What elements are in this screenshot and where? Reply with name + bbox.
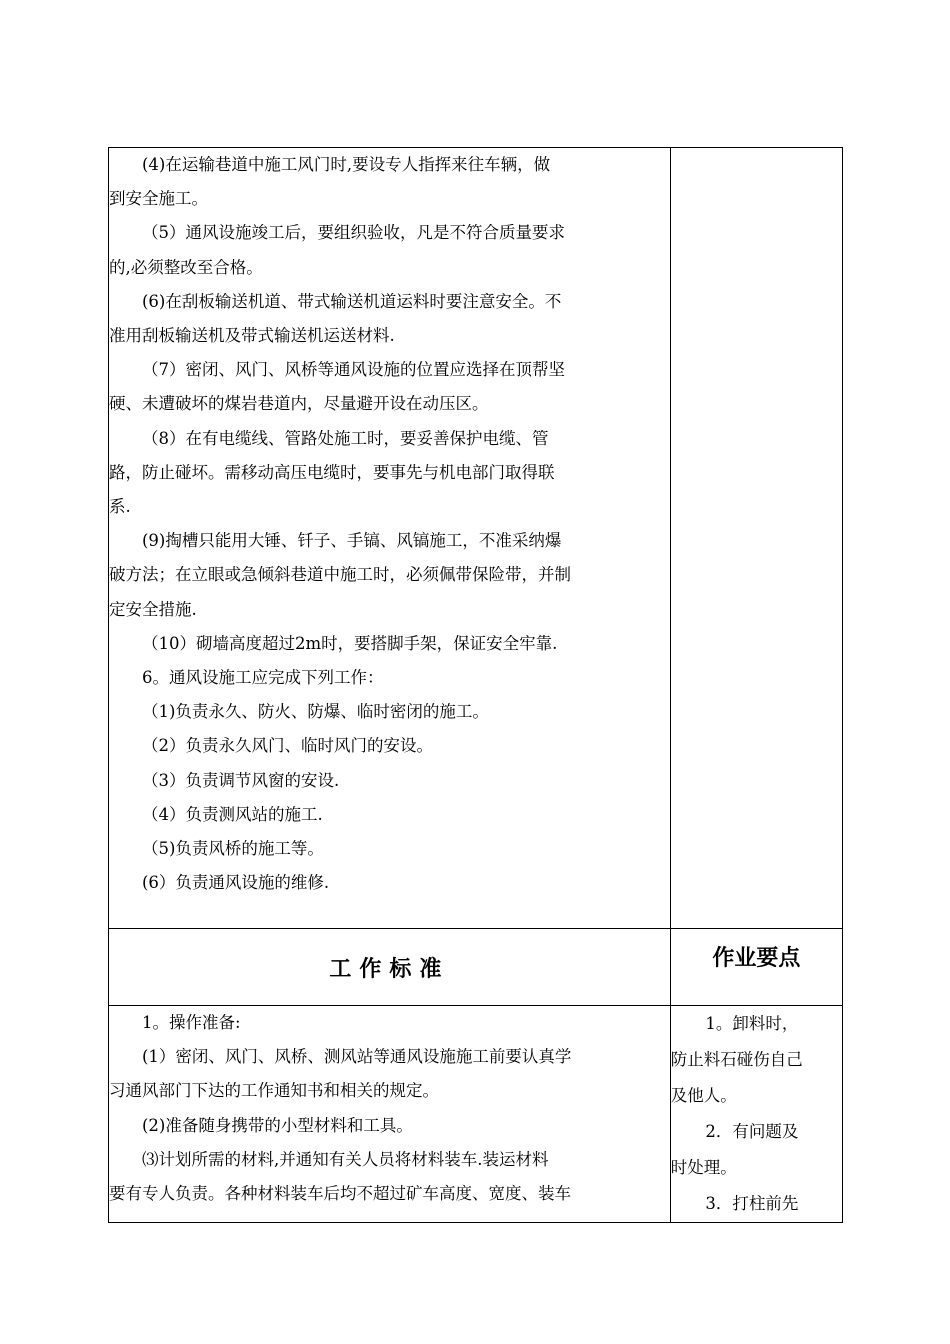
continued-side-cell bbox=[670, 148, 842, 929]
text-line: 硬、未遭破坏的煤岩巷道内，尽量避开设在动压区。 bbox=[109, 394, 489, 414]
text-line: 到安全施工。 bbox=[109, 189, 208, 209]
text-line: （5)负责风桥的施工等。 bbox=[142, 839, 324, 859]
text-line: （7）密闭、风门、风桥等通风设施的位置应选择在顶帮坚 bbox=[142, 360, 565, 380]
text-line: （10）砌墙高度超过2m时，要搭脚手架，保证安全牢靠. bbox=[142, 633, 558, 653]
continued-requirements-cell bbox=[109, 148, 671, 929]
text-line: 定安全措施. bbox=[109, 599, 197, 619]
text-line: (9)掏槽只能用大锤、钎子、手镐、风镐施工，不准采纳爆 bbox=[142, 531, 562, 551]
text-line: 路，防止碰坏。需移动高压电缆时，要事先与机电部门取得联 bbox=[109, 462, 555, 482]
text-line: (6）负责通风设施的维修. bbox=[142, 873, 330, 893]
text-line: 破方法；在立眼或急倾斜巷道中施工时，必须佩带保险带，并制 bbox=[109, 565, 571, 585]
text-line: 准用刮板输送机及带式输送机运送材料. bbox=[109, 326, 395, 346]
text-line: 的,必须整改至合格。 bbox=[109, 257, 263, 277]
operation-preparation-row bbox=[109, 1006, 843, 1223]
text-line: (1）密闭、风门、风桥、测风站等通风设施施工前要认真学 bbox=[142, 1047, 572, 1067]
key-point-line: 时处理。 bbox=[670, 1158, 737, 1177]
work-standard-heading: 工作标准 bbox=[109, 929, 671, 1006]
operation-preparation-cell bbox=[109, 1006, 671, 1223]
key-points-cell bbox=[670, 1006, 842, 1223]
text-line: ⑶计划所需的材料,并通知有关人员将材料装车.装运材料 bbox=[142, 1149, 549, 1169]
key-point-line: 3．打柱前先 bbox=[705, 1194, 799, 1213]
text-line: （4）负责测风站的施工. bbox=[142, 804, 323, 824]
text-line: （8）在有电缆线、管路处施工时，要妥善保护电缆、管 bbox=[142, 428, 549, 448]
text-line: 1。操作准备: bbox=[142, 1013, 241, 1032]
key-point-line: 及他人。 bbox=[670, 1086, 737, 1105]
work-standard-table bbox=[108, 147, 843, 1223]
header-row bbox=[109, 929, 843, 1006]
key-point-line: 防止料石碰伤自己 bbox=[670, 1050, 803, 1069]
text-line: （2）负责永久风门、临时风门的安设。 bbox=[142, 736, 433, 756]
text-line: (6)在刮板输送机道、带式输送机道运料时要注意安全。不 bbox=[142, 291, 562, 311]
key-point-line: 2．有问题及 bbox=[705, 1122, 799, 1141]
text-line: 系. bbox=[109, 497, 131, 517]
text-line: （1)负责永久、防火、防爆、临时密闭的施工。 bbox=[142, 702, 489, 722]
text-line: 要有专人负责。各种材料装车后均不超过矿车高度、宽度、装车 bbox=[109, 1184, 571, 1204]
text-line: 习通风部门下达的工作通知书和相关的规定。 bbox=[109, 1081, 439, 1101]
text-line: 6。通风设施工应完成下列工作： bbox=[142, 668, 384, 688]
key-points-heading: 作业要点 bbox=[670, 929, 842, 1006]
continued-requirements-row bbox=[109, 148, 843, 929]
text-line: （5）通风设施竣工后，要组织验收，凡是不符合质量要求 bbox=[142, 223, 565, 243]
text-line: (2)准备随身携带的小型材料和工具。 bbox=[142, 1115, 413, 1135]
text-line: （3）负责调节风窗的安设. bbox=[142, 770, 340, 790]
key-point-line: 1。卸料时， bbox=[705, 1014, 799, 1033]
text-line: (4)在运输巷道中施工风门时,要设专人指挥来往车辆，做 bbox=[142, 155, 551, 174]
